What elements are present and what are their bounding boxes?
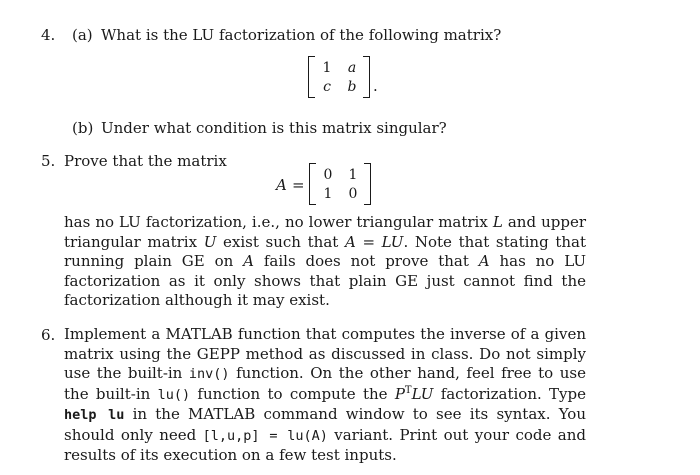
matrix-4-period: .: [373, 77, 378, 95]
matrix-5-cell-11: 0: [323, 167, 333, 183]
question-4a-label: (a): [72, 26, 93, 44]
matrix-4: [308, 56, 370, 98]
matrix-5-cell-21: 1: [323, 186, 333, 202]
question-4b-label: (b): [72, 119, 94, 137]
question-6-number: 6.: [41, 326, 56, 344]
matrix-5-lhs: A: [276, 176, 287, 194]
matrix-4-cell-11: 1: [322, 60, 332, 76]
question-5-body: has no LU factorization, i.e., no lower triangular matrix L and upper triangular matrix U exist such that A = LU. Note that stating that running plain GE on A fails does not prove that A has no LU factorization as it only shows that plain GE just cannot find the factorization although it may exist.: [64, 213, 586, 309]
matrix-5: [309, 163, 371, 205]
matrix-4-cell-21: c: [323, 79, 331, 95]
left-bracket: [309, 163, 316, 205]
question-5-intro: Prove that the matrix: [64, 152, 227, 170]
matrix-4-cell-12: a: [347, 60, 357, 76]
question-6-body: Implement a MATLAB function that computes the inverse of a given matrix using the GEPP method as discussed in class. Do not simply use the built-in inv() function. On the other hand, feel free to use the built-in lu() function to compute the $P^TLU$ factorization. Type help lu in the MATLAB command window to see its syntax. You should only need [l,u,p] = lu(A) variant. Print out your code and results of its execution on a few test inputs.: [64, 325, 586, 464]
question-4-number: 4.: [41, 26, 56, 44]
right-bracket: [363, 56, 370, 98]
left-bracket: [308, 56, 315, 98]
right-bracket: [364, 163, 371, 205]
question-5-number: 5.: [41, 152, 56, 170]
matrix-5-cell-22: 0: [348, 186, 358, 202]
question-4a-text: What is the LU factorization of the following matrix?: [101, 26, 502, 44]
matrix-5-cell-12: 1: [348, 167, 358, 183]
matrix-5-equals: =: [292, 176, 305, 194]
question-4b-text: Under what condition is this matrix singular?: [101, 119, 447, 137]
matrix-4-cell-22: b: [347, 79, 357, 95]
